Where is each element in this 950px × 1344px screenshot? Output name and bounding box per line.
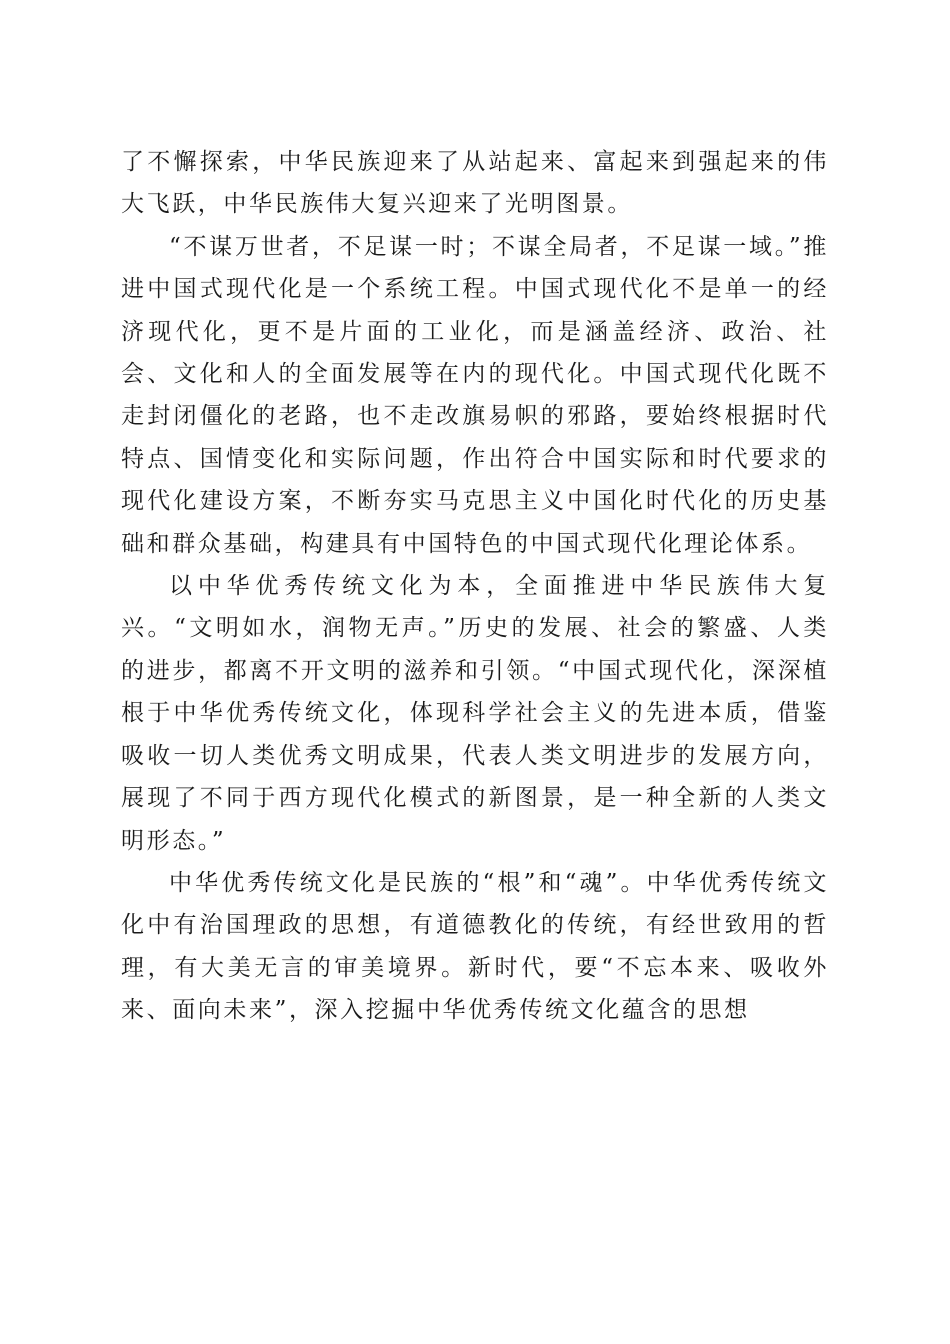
paragraph-continuation: 了不懈探索，中华民族迎来了从站起来、富起来到强起来的伟大飞跃，中华民族伟大复兴迎来了光明图景。 (121, 149, 829, 218)
paragraph-traditional-culture: 以中华优秀传统文化为本，全面推进中华民族伟大复兴。“文明如水，润物无声。”历史的发展、社会的繁盛、人类的进步，都离不开文明的滋养和引领。“中国式现代化，深深植根于中华优秀传统文化，体现科学社会主义的先进本质，借鉴吸收一切人类优秀文明成果，代表人类文明进步的发展方向，展现了不同于西方现代化模式的新图景，是一种全新的人类文明形态。” (121, 573, 829, 854)
paragraph-root-and-soul: 中华优秀传统文化是民族的“根”和“魂”。中华优秀传统文化中有治国理政的思想，有道德教化的传统，有经世致用的哲理，有大美无言的审美境界。新时代，要“不忘本来、吸收外来、面向未来”，深入挖掘中华优秀传统文化蕴含的思想 (121, 869, 829, 1024)
paragraph-systematic-project: “不谋万世者，不足谋一时；不谋全局者，不足谋一域。”推进中国式现代化是一个系统工程。中国式现代化不是单一的经济现代化，更不是片面的工业化，而是涵盖经济、政治、社会、文化和人的全面发展等在内的现代化。中国式现代化既不走封闭僵化的老路，也不走改旗易帜的邪路，要始终根据时代特点、国情变化和实际问题，作出符合中国实际和时代要求的现代化建设方案，不断夯实马克思主义中国化时代化的历史基础和群众基础，构建具有中国特色的中国式现代化理论体系。 (121, 233, 829, 557)
document-body (121, 141, 829, 1032)
